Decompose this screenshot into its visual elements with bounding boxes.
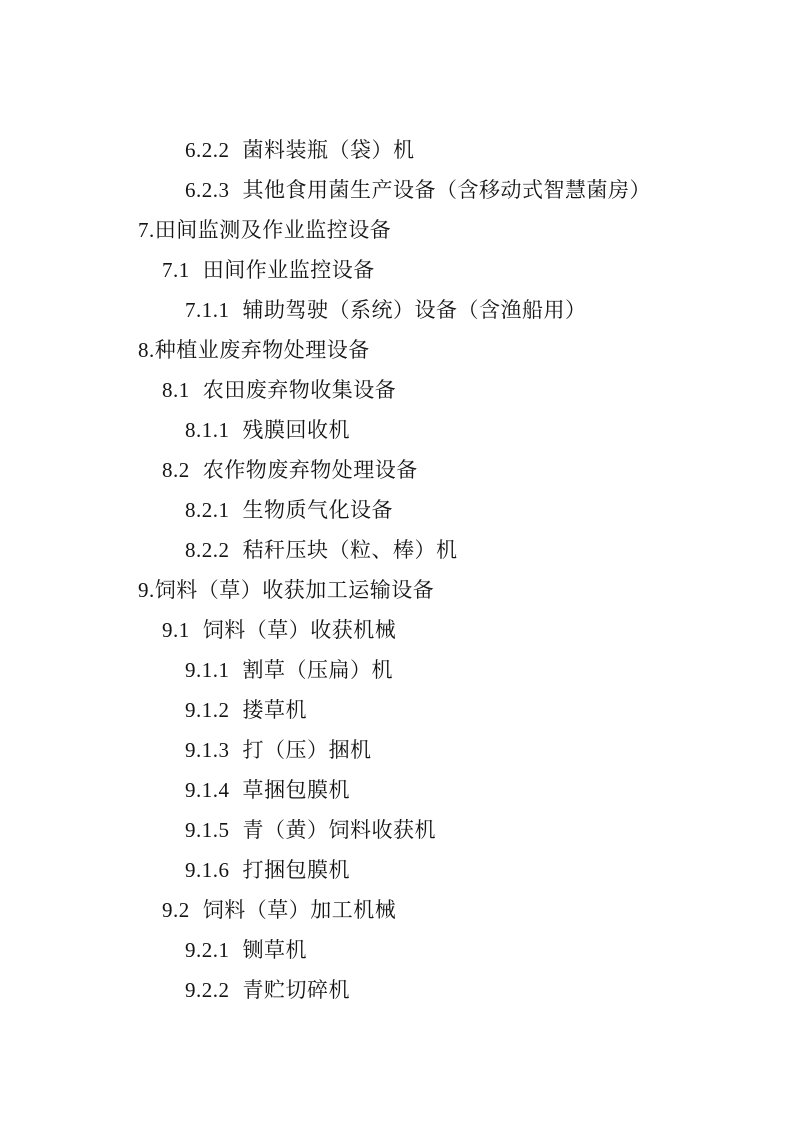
item-label: 铡草机 <box>242 938 307 962</box>
list-item <box>138 250 733 290</box>
item-number: 6.2.3 <box>185 178 230 202</box>
item-label: 残膜回收机 <box>242 418 350 442</box>
item-label: 田间作业监控设备 <box>202 258 375 282</box>
list-item <box>138 370 733 410</box>
list-item <box>138 570 733 610</box>
item-label: 农田废弃物收集设备 <box>202 378 397 402</box>
item-number: 7. <box>138 218 155 242</box>
catalog-list <box>138 130 733 1010</box>
list-item <box>138 170 733 210</box>
list-item <box>138 810 733 850</box>
item-label: 农作物废弃物处理设备 <box>202 458 418 482</box>
item-number: 9.2 <box>162 898 190 922</box>
item-number: 9.1.2 <box>185 698 230 722</box>
list-item <box>138 690 733 730</box>
item-number: 8.2.1 <box>185 498 230 522</box>
item-number: 7.1.1 <box>185 298 230 322</box>
item-number: 8. <box>138 338 155 362</box>
item-number: 8.1 <box>162 378 190 402</box>
item-label: 打捆包膜机 <box>242 858 350 882</box>
item-label: 饲料（草）加工机械 <box>202 898 397 922</box>
item-label: 菌料装瓶（袋）机 <box>242 138 415 162</box>
list-item <box>138 890 733 930</box>
item-label: 其他食用菌生产设备（含移动式智慧菌房） <box>242 178 651 202</box>
list-item <box>138 930 733 970</box>
item-label: 种植业废弃物处理设备 <box>154 338 370 362</box>
item-number: 9. <box>138 578 155 602</box>
item-number: 7.1 <box>162 258 190 282</box>
item-number: 6.2.2 <box>185 138 230 162</box>
list-item <box>138 410 733 450</box>
item-number: 9.1.1 <box>185 658 230 682</box>
list-item <box>138 610 733 650</box>
item-label: 青贮切碎机 <box>242 978 350 1002</box>
list-item <box>138 530 733 570</box>
item-number: 9.1.5 <box>185 818 230 842</box>
item-number: 8.2.2 <box>185 538 230 562</box>
list-item <box>138 650 733 690</box>
item-label: 生物质气化设备 <box>242 498 393 522</box>
list-item <box>138 970 733 1010</box>
item-label: 辅助驾驶（系统）设备（含渔船用） <box>242 298 587 322</box>
item-label: 搂草机 <box>242 698 307 722</box>
item-number: 9.2.1 <box>185 938 230 962</box>
item-label: 草捆包膜机 <box>242 778 350 802</box>
list-item <box>138 850 733 890</box>
list-item <box>138 490 733 530</box>
list-item <box>138 770 733 810</box>
list-item <box>138 450 733 490</box>
item-number: 8.1.1 <box>185 418 230 442</box>
list-item <box>138 330 733 370</box>
list-item <box>138 730 733 770</box>
item-label: 田间监测及作业监控设备 <box>154 218 392 242</box>
item-label: 秸秆压块（粒、棒）机 <box>242 538 458 562</box>
item-number: 9.1.6 <box>185 858 230 882</box>
item-number: 9.1.4 <box>185 778 230 802</box>
item-label: 饲料（草）收获加工运输设备 <box>154 578 435 602</box>
list-item <box>138 210 733 250</box>
list-item <box>138 290 733 330</box>
item-label: 割草（压扁）机 <box>242 658 393 682</box>
item-number: 8.2 <box>162 458 190 482</box>
item-number: 9.2.2 <box>185 978 230 1002</box>
item-label: 饲料（草）收获机械 <box>202 618 397 642</box>
item-number: 9.1 <box>162 618 190 642</box>
list-item <box>138 130 733 170</box>
item-number: 9.1.3 <box>185 738 230 762</box>
item-label: 青（黄）饲料收获机 <box>242 818 436 842</box>
item-label: 打（压）捆机 <box>242 738 372 762</box>
